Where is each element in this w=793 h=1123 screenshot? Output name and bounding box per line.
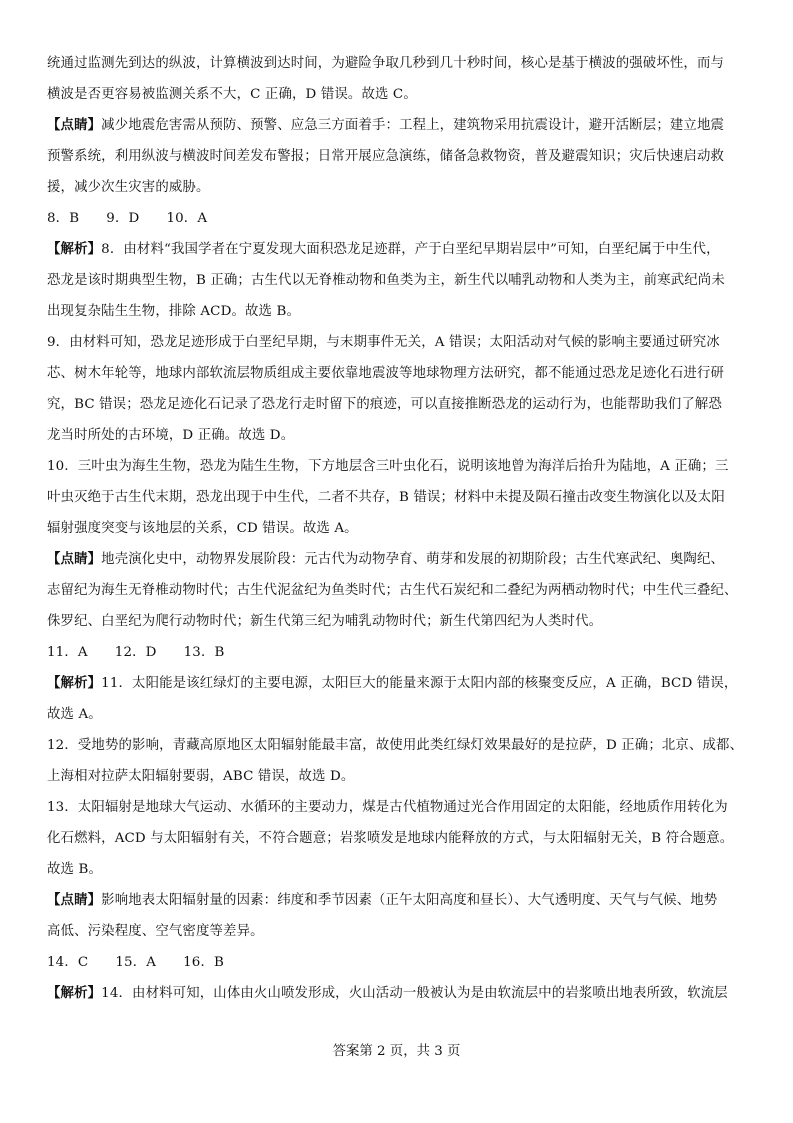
- line-text: 援，减少次生灾害的威胁。: [47, 180, 210, 195]
- line-text: 辐射强度突变与该地层的关系，CD 错误。故选 A。: [47, 521, 358, 536]
- text-line: [47, 854, 753, 885]
- text-line: [47, 203, 753, 234]
- line-text: 恐龙是该时期典型生物，B 正确；古生代以无脊椎动物和鱼类为主，新生代以哺乳动物和人类为主，前寒武纪尚未: [47, 273, 725, 288]
- text-line: [47, 885, 753, 916]
- text-line: [47, 141, 753, 172]
- line-text: 10．三叶虫为海生生物，恐龙为陆生生物，下方地层含三叶虫化石，说明该地曾为海洋后抬升为陆地，A 正确；三: [47, 459, 729, 474]
- text-line: [47, 916, 753, 947]
- line-text: 故选 B。: [47, 862, 103, 877]
- text-line: [47, 389, 753, 420]
- line-text: 故选 A。: [47, 707, 102, 722]
- text-line: [47, 265, 753, 296]
- line-text: 究，BC 错误；恐龙足迹化石记录了恐龙行走时留下的痕迹，可以直接推断恐龙的运动行为，也能帮助我们了解恐: [47, 397, 722, 412]
- text-line: [47, 296, 753, 327]
- text-line: [47, 823, 753, 854]
- line-text: 14．C 15．A 16．B: [47, 955, 225, 970]
- text-line: [47, 110, 753, 141]
- line-text: 横波是否更容易被监测关系不大，C 正确，D 错误。故选 C。: [47, 87, 417, 102]
- text-line: [47, 730, 753, 761]
- text-line: [47, 234, 753, 265]
- line-text: 地壳演化史中，动物界发展阶段：元古代为动物孕育、萌芽和发展的初期阶段；古生代寒武纪、奥陶纪、: [101, 552, 725, 567]
- line-text: 预警系统，利用纵波与横波时间差发布警报；日常开展应急演练，储备急救物资，普及避震知识；灾后快速启动救: [47, 149, 725, 164]
- text-line: [47, 420, 753, 451]
- line-text: 11．A 12．D 13．B: [47, 645, 225, 660]
- text-line: [47, 513, 753, 544]
- line-text: 13．太阳辐射是地球大气运动、水循环的主要动力，煤是古代植物通过光合作用固定的太阳能，经地质作用转化为: [47, 800, 728, 815]
- section-tag: 【点睛】: [47, 892, 102, 908]
- line-text: 9．由材料可知，恐龙足迹形成于白垩纪早期，与末期事件无关，A 错误；太阳活动对气候的影响主要通过研究冰: [47, 335, 720, 350]
- section-tag: 【解析】: [47, 985, 102, 1001]
- section-tag: 【解析】: [47, 241, 102, 257]
- text-line: [47, 761, 753, 792]
- line-text: 志留纪为海生无脊椎动物时代；古生代泥盆纪为鱼类时代；古生代石炭纪和二叠纪为两栖动物时代；中生代三叠纪、: [47, 583, 738, 598]
- line-text: 14．由材料可知，山体由火山喷发形成，火山活动一般被认为是由软流层中的岩浆喷出地表所致，软流层: [101, 986, 728, 1001]
- text-line: [47, 668, 753, 699]
- text-line: [47, 327, 753, 358]
- text-line: [47, 482, 753, 513]
- text-line: [47, 79, 753, 110]
- section-tag: 【点睛】: [47, 551, 102, 567]
- text-line: [47, 606, 753, 637]
- line-text: 12．受地势的影响，青藏高原地区太阳辐射能最丰富，故使用此类红绿灯效果最好的是拉萨，D 正确；北京、成都、: [47, 738, 744, 753]
- text-line: [47, 172, 753, 203]
- line-text: 统通过监测先到达的纵波，计算横波到达时间，为避险争取几秒到几十秒时间，核心是基于横波的强破坏性，而与: [47, 56, 725, 71]
- text-line: [47, 451, 753, 482]
- text-line: [47, 358, 753, 389]
- answer-text-body: [47, 48, 753, 1009]
- line-text: 8．B 9．D 10．A: [47, 211, 208, 226]
- section-tag: 【解析】: [47, 675, 102, 691]
- section-tag: 【点睛】: [47, 117, 102, 133]
- line-text: 8．由材料“我国学者在宁夏发现大面积恐龙足迹群，产于白垩纪早期岩层中”可知，白垩纪属于中生代，: [101, 242, 720, 257]
- page-footer: 答案第 2 页，共 3 页: [332, 1044, 461, 1059]
- text-line: [47, 978, 753, 1009]
- line-text: 侏罗纪、白垩纪为爬行动物时代；新生代第三纪为哺乳动物时代；新生代第四纪为人类时代。: [47, 614, 603, 629]
- line-text: 出现复杂陆生生物，排除 ACD。故选 B。: [47, 304, 301, 319]
- line-text: 化石燃料，ACD 与太阳辐射有关，不符合题意；岩浆喷发是地球内能释放的方式，与太阳辐射无关，B 符合题意。: [47, 831, 734, 846]
- text-line: [47, 575, 753, 606]
- text-line: [47, 947, 753, 978]
- line-text: 11．太阳能是该红绿灯的主要电源，太阳巨大的能量来源于太阳内部的核聚变反应，A 正确，BCD 错误，: [101, 676, 738, 691]
- text-line: [47, 48, 753, 79]
- line-text: 高低、污染程度、空气密度等差异。: [47, 924, 264, 939]
- line-text: 龙当时所处的古环境，D 正确。故选 D。: [47, 428, 295, 443]
- line-text: 影响地表太阳辐射量的因素：纬度和季节因素（正午太阳高度和昼长）、大气透明度、天气与气候、地势: [101, 893, 718, 908]
- text-line: [47, 792, 753, 823]
- line-text: 上海相对拉萨太阳辐射要弱，ABC 错误，故选 D。: [47, 769, 355, 784]
- text-line: [47, 637, 753, 668]
- line-text: 芯、树木年轮等，地球内部软流层物质组成主要依靠地震波等地球物理方法研究，都不能通过恐龙足迹化石进行研: [47, 366, 725, 381]
- line-text: 叶虫灭绝于古生代末期，恐龙出现于中生代，二者不共存，B 错误；材料中未提及陨石撞击改变生物演化以及太阳: [47, 490, 725, 505]
- line-text: 减少地震危害需从预防、预警、应急三方面着手：工程上，建筑物采用抗震设计，避开活断层；建立地震: [101, 118, 725, 133]
- text-line: [47, 699, 753, 730]
- text-line: [47, 544, 753, 575]
